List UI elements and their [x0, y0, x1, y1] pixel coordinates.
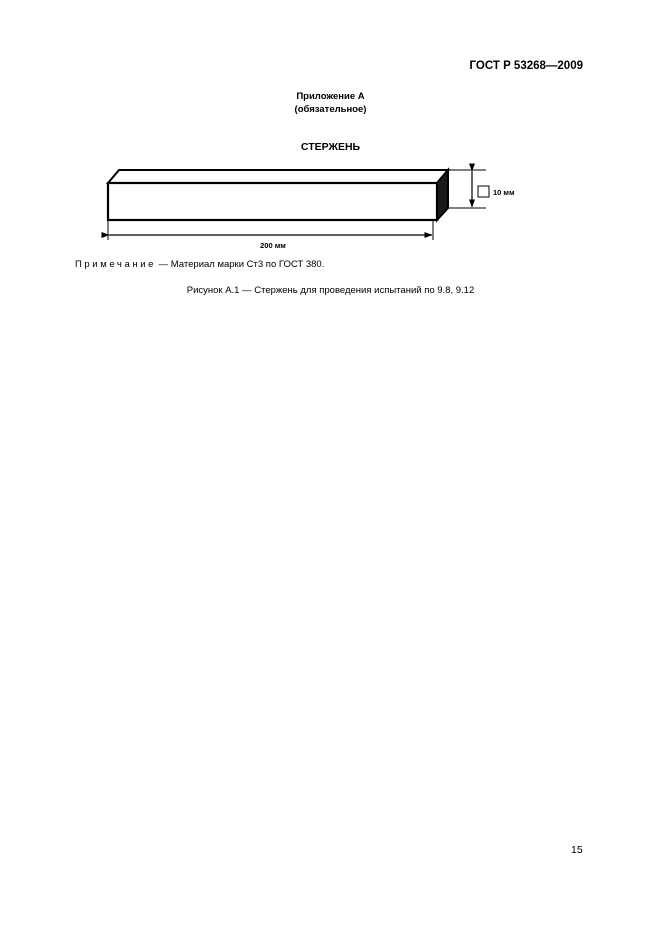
figure-caption: Рисунок А.1 — Стержень для проведения испытаний по 9.8, 9.12	[186, 285, 475, 296]
rod-shape	[108, 170, 448, 220]
section-size-label: 10 мм	[493, 188, 515, 197]
square-section-symbol	[478, 186, 489, 197]
length-label: 200 мм	[260, 241, 286, 250]
figure-note	[75, 259, 324, 270]
page-number: 15	[571, 844, 583, 856]
length-dimension	[108, 220, 433, 240]
rod-drawing	[100, 160, 540, 252]
appendix-status: (обязательное)	[294, 103, 367, 115]
drawing-title: СТЕРЖЕНЬ	[300, 141, 361, 153]
appendix-heading	[0, 91, 661, 116]
appendix-title: Приложение А	[296, 91, 365, 102]
note-text: Материал марки Ст3 по ГОСТ 380.	[170, 259, 325, 270]
note-dash: —	[158, 259, 169, 270]
note-label: Примечание	[75, 259, 156, 270]
standard-code: ГОСТ Р 53268—2009	[469, 60, 583, 72]
